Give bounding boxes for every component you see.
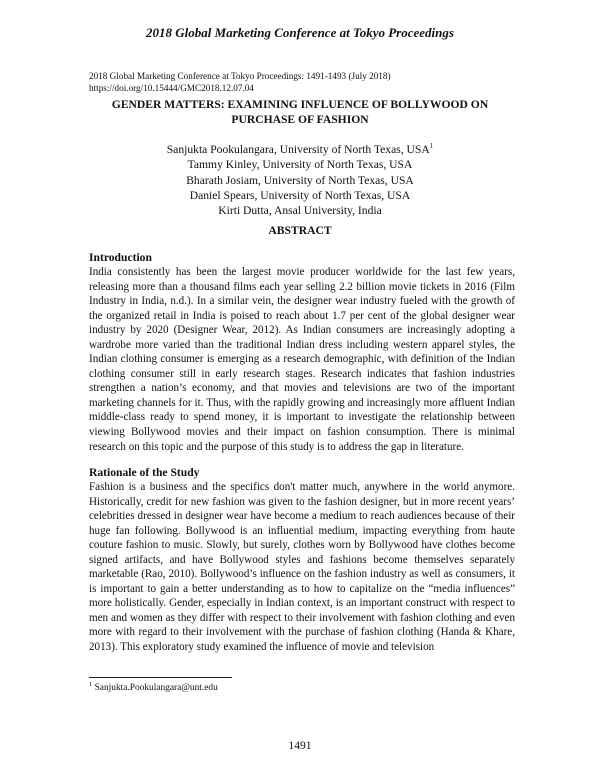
doi-link[interactable]: https://doi.org/10.15444/GMC2018.12.07.04: [89, 83, 254, 93]
footnote-number: 1: [89, 681, 93, 688]
author-item: Daniel Spears, University of North Texas, USA: [189, 188, 411, 202]
paper-title: [60, 97, 540, 127]
introduction-paragraph: India consistently has been the largest movie producer worldwide for the last few years, releasing more than a thousand films each year selling 2.2 billion movie tickets in 2016 (Film Industry in India, n.d.). In a similar vein, the designer wear industry fueled with the growth of the organized retail in India is poised to reach about 1.7 per cent of the global designer wear industry by 2020 (Designer Wear, 2012). As Indian consumers are increasingly adopting a wardrobe more varied than the traditional Indian dress including western apparel styles, the Indian clothing consumer is emerging as a research demographic, with definition of the Indian clothing consumer still in early research stages. Research indicates that fashion industries strengthen a nation’s economy, and that movies and televisions are two of the important marketing channels for it. Thus, with the rapidly growing and increasingly more affluent Indian middle-class ready to spend money, it is important to investigate the relationship between viewing Bollywood movies and their impact on fashion consumption. There is minimal research on this topic and the purpose of this study is to address the gap in literature.: [89, 266, 515, 453]
rationale-paragraph: Fashion is a business and the specifics don't matter much, anywhere in the world anymore. Historically, credit for new fashion was given to the fashion designer, but in more recent years’ celebrities dressed in designer wear have become a medium to reach audiences because of their huge fan following. Bollywood is an influential medium, impacting everything from haute couture fashion to music. Slowly, but surely, clothes worn by Bollywood have clothes become signed artifacts, and have Bollywood styles and fashions become themselves separately marketable (Rao, 2010). Bollywood’s influence on the fashion industry as well as consumers, it is important to gain a better understanding as to how to capitalize on the “media influences” more holistically. Gender, especially in Indian context, is an important construct with respect to men and women as they differ with respect to their involvement with fashion clothing and even more with regard to their involvement with the purchase of fashion clothing (Handa & Khare, 2013). This exploratory study examined the influence of movie and television: [89, 481, 515, 654]
footnote-email[interactable]: Sanjukta.Pookulangara@unt.edu: [94, 683, 218, 693]
footnote: [89, 683, 218, 693]
title-line-1: GENDER MATTERS: EXAMINING INFLUENCE OF BOLLYWOOD ON: [111, 98, 489, 111]
abstract-heading: ABSTRACT: [268, 224, 332, 237]
citation-line: 2018 Global Marketing Conference at Tokyo Proceedings: 1491-1493 (July 2018): [89, 71, 391, 81]
author-item: Tammy Kinley, University of North Texas, USA: [187, 158, 413, 172]
author-item: Bharath Josiam, University of North Texas, USA: [186, 173, 414, 187]
author-list: [60, 142, 540, 218]
citation-block: [89, 70, 519, 94]
title-line-2: PURCHASE OF FASHION: [231, 113, 369, 126]
introduction-heading: Introduction: [89, 251, 152, 264]
author-item: [60, 142, 540, 157]
footnote-divider: [89, 677, 232, 678]
rationale-heading: Rationale of the Study: [89, 466, 200, 479]
author-affiliation: Sanjukta Pookulangara, University of North Texas, USA: [166, 143, 430, 156]
running-head: 2018 Global Marketing Conference at Tokyo Proceedings: [146, 25, 454, 40]
author-item: Kirti Dutta, Ansal University, India: [218, 204, 382, 218]
page-number: 1491: [288, 739, 312, 752]
footnote-mark: 1: [429, 142, 434, 150]
